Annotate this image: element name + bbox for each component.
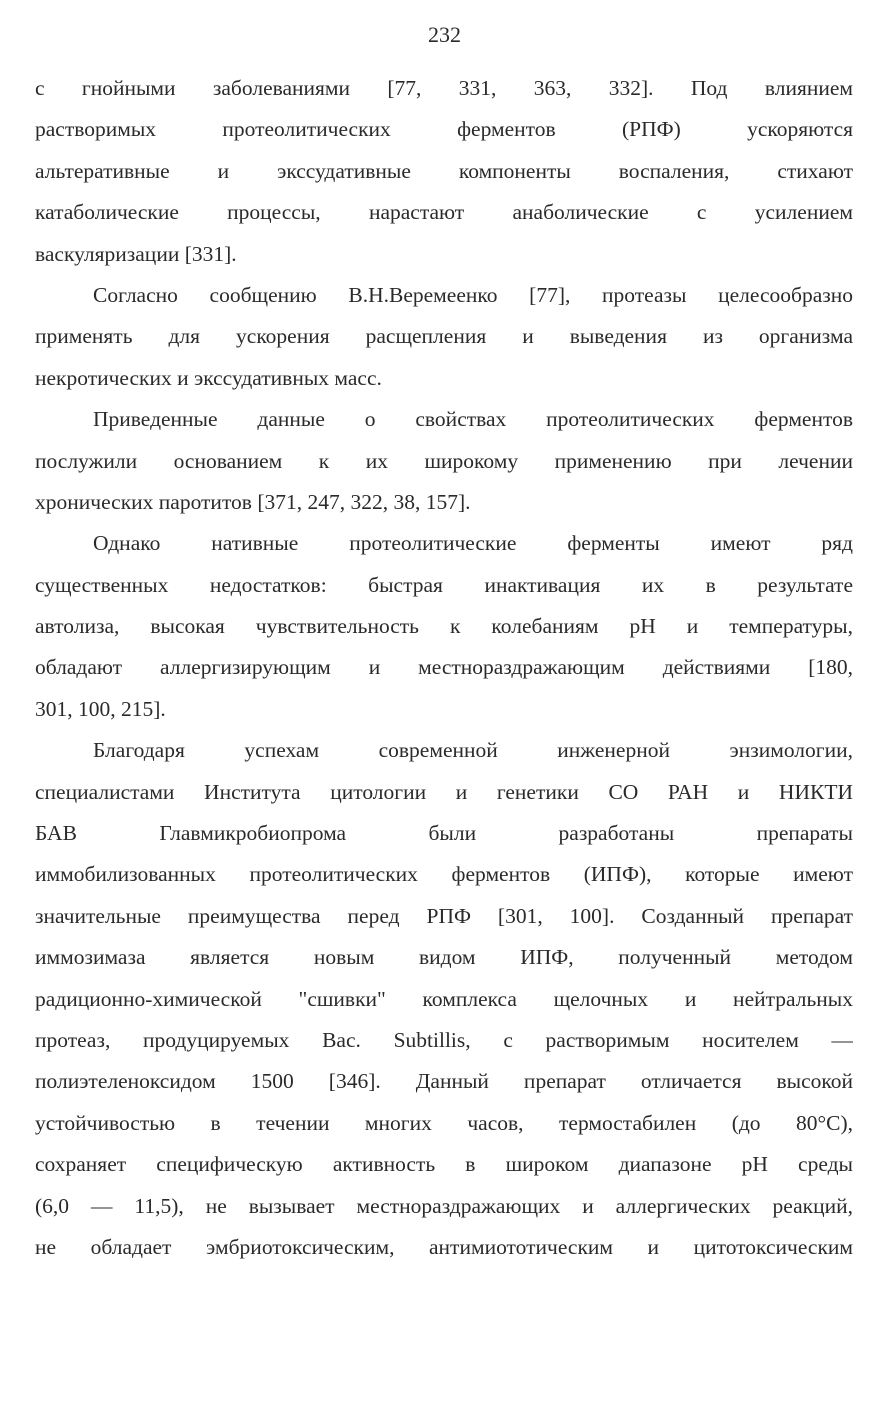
text-line: существенных недостатков: быстрая инактивация их в результате [35,572,853,597]
paragraph [35,275,853,399]
text-line: устойчивостью в течении многих часов, термостабилен (до 80°С), [35,1110,853,1135]
text-line: применять для ускорения расщепления и выведения из организма [35,324,853,349]
text-line: (6,0 — 11,5), не вызывает местнораздражающих и аллергических реакций, [35,1193,853,1218]
body-text [35,68,853,1268]
paragraph [35,68,853,275]
text-line: специалистами Института цитологии и генетики СО РАН и НИКТИ [35,779,853,804]
text-line: растворимых протеолитических ферментов (РПФ) ускоряются [35,117,853,142]
text-line: обладают аллергизирующим и местнораздражающим действиями [180, [35,655,853,680]
text-line: сохраняет специфическую активность в широком диапазоне pH среды [35,1152,853,1177]
text-line: Согласно сообщению В.Н.Веремеенко [77], протеазы целесообразно [93,282,853,307]
paragraph [35,523,853,730]
text-line: 301, 100, 215]. [35,696,166,721]
text-line: альтеративные и экссудативные компоненты воспаления, стихают [35,158,853,183]
text-line: БАВ Главмикробиопрома были разработаны препараты [35,821,853,846]
paragraph [35,399,853,523]
page-number: 232 [428,22,461,47]
text-line: с гнойными заболеваниями [77, 331, 363, 332]. Под влиянием [35,76,853,100]
text-line: иммобилизованных протеолитических ферментов (ИПФ), которые имеют [35,862,853,887]
text-line: иммозимаза является новым видом ИПФ, полученный методом [35,945,853,970]
text-line: протеаз, продуцируемых Вас. Subtillis, с растворимым носителем — [35,1027,853,1052]
text-line: полиэтеленоксидом 1500 [346]. Данный препарат отличается высокой [35,1069,853,1094]
text-line: Приведенные данные о свойствах протеолитических ферментов [93,407,853,432]
paragraph [35,730,853,1268]
text-line: послужили основанием к их широкому применению при лечении [35,448,853,473]
text-line: катаболические процессы, нарастают анаболические с усилением [35,200,853,225]
text-line: хронических паротитов [371, 247, 322, 38, 157]. [35,489,471,514]
text-line: автолиза, высокая чувствительность к колебаниям pH и температуры, [35,614,853,639]
text-line: некротических и экссудативных масс. [35,365,382,390]
text-line: значительные преимущества перед РПФ [301, 100]. Созданный препарат [35,903,853,928]
text-line: радиционно-химической "сшивки" комплекса щелочных и нейтральных [35,986,853,1011]
text-line: не обладает эмбриотоксическим, антимиототическим и цитотоксическим [35,1234,853,1259]
text-line: васкуляризации [331]. [35,241,237,266]
text-line: Благодаря успехам современной инженерной энзимологии, [93,738,853,763]
text-line: Однако нативные протеолитические ферменты имеют ряд [93,531,853,556]
